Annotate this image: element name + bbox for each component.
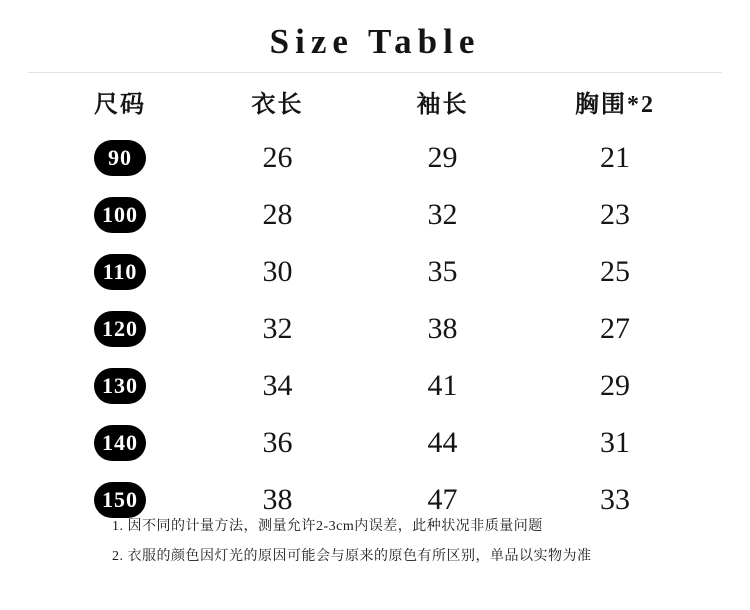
- sleeve-cell: 41: [427, 368, 458, 402]
- sleeve-cell: 32: [427, 197, 458, 231]
- table-row: [45, 243, 705, 300]
- bust-cell: 23: [600, 197, 630, 231]
- sleeve-cell: 44: [427, 425, 458, 459]
- note-measurement-tolerance: 1. 因不同的计量方法，测量允许2-3cm内误差，此种状况非质量问题: [112, 519, 543, 534]
- page-title: Size Table: [269, 22, 481, 61]
- size-cell: [45, 243, 195, 300]
- size-badge: 90: [94, 140, 146, 176]
- bust-cell: 21: [600, 140, 630, 174]
- bust-cell: 29: [600, 368, 630, 402]
- bust-cell: 31: [600, 425, 630, 459]
- title-divider: [28, 72, 722, 73]
- size-cell: [45, 300, 195, 357]
- size-badge: 120: [94, 311, 146, 347]
- column-header-length: 衣长: [251, 92, 304, 118]
- bust-cell: 27: [600, 311, 630, 345]
- size-table: [45, 78, 705, 528]
- table-row: [45, 300, 705, 357]
- sleeve-cell: 47: [427, 482, 458, 516]
- table-row: [45, 414, 705, 471]
- size-badge: 130: [94, 368, 146, 404]
- sleeve-cell: 29: [427, 140, 458, 174]
- column-header-bust: 胸围*2: [575, 92, 655, 118]
- length-cell: 28: [262, 197, 293, 231]
- length-cell: 34: [262, 368, 293, 402]
- column-header-size: 尺码: [94, 92, 146, 118]
- length-cell: 36: [262, 425, 293, 459]
- notes-section: [0, 512, 750, 572]
- bust-cell: 25: [600, 254, 630, 288]
- length-cell: 26: [262, 140, 293, 174]
- size-table-container: [0, 78, 750, 528]
- table-row: [45, 129, 705, 186]
- table-header-row: [45, 78, 705, 129]
- length-cell: 38: [262, 482, 293, 516]
- size-cell: [45, 357, 195, 414]
- size-cell: [45, 414, 195, 471]
- bust-cell: 33: [600, 482, 630, 516]
- note-color-difference: 2. 衣服的颜色因灯光的原因可能会与原来的原色有所区别，单品以实物为准: [112, 549, 592, 564]
- size-badge: 110: [94, 254, 146, 290]
- sleeve-cell: 35: [427, 254, 458, 288]
- size-badge: 140: [94, 425, 146, 461]
- size-badge: 100: [94, 197, 146, 233]
- size-badge: 150: [94, 482, 146, 518]
- table-row: [45, 357, 705, 414]
- table-row: [45, 186, 705, 243]
- size-cell: [45, 186, 195, 243]
- column-header-sleeve: 袖长: [416, 92, 469, 118]
- sleeve-cell: 38: [427, 311, 458, 345]
- length-cell: 30: [262, 254, 293, 288]
- length-cell: 32: [262, 311, 293, 345]
- size-cell: [45, 129, 195, 186]
